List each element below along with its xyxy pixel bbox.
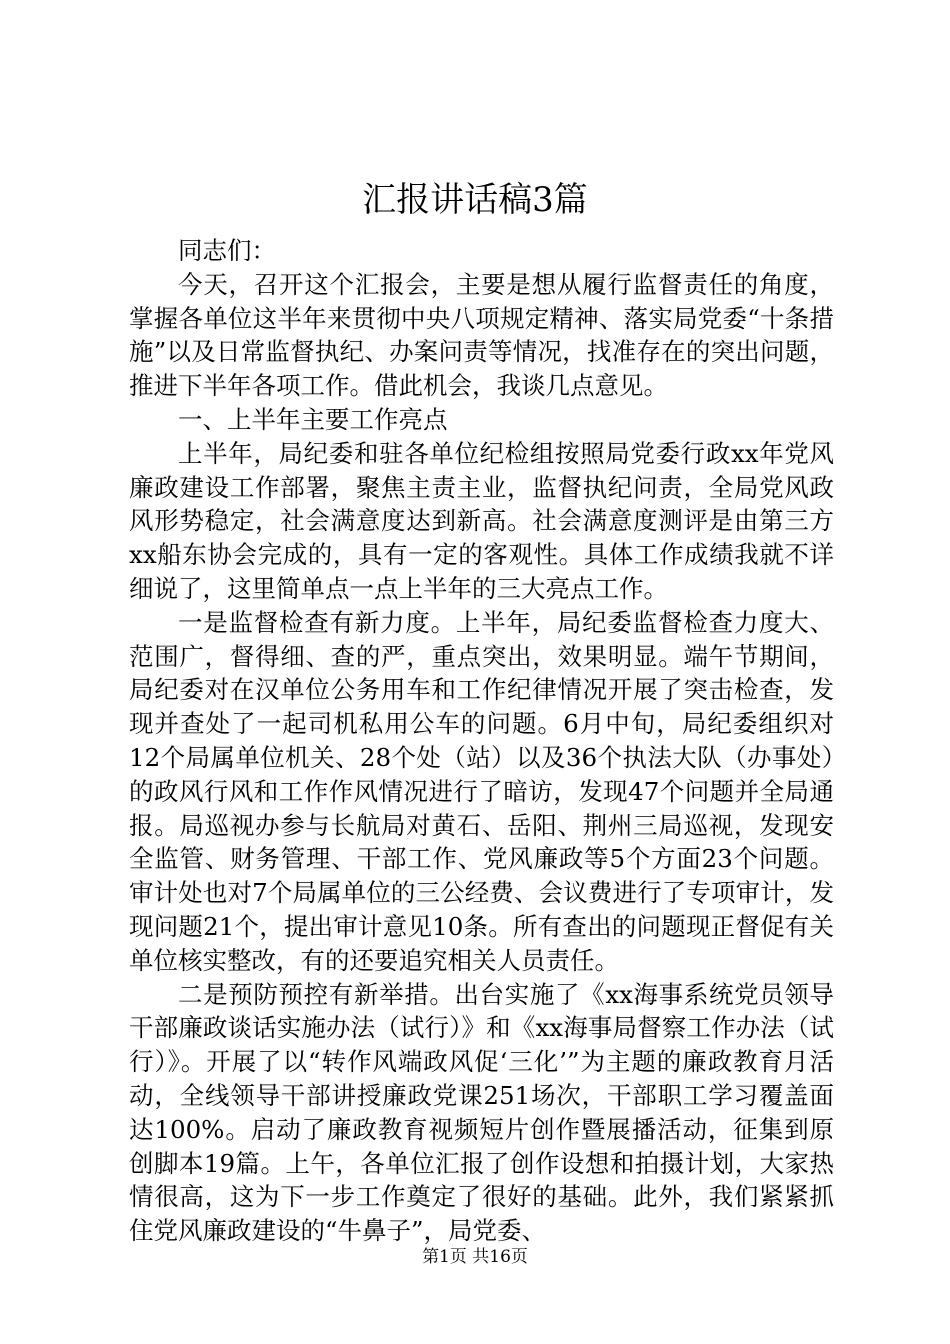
document-title: 汇报讲话稿3篇 [362, 180, 588, 220]
paragraph: 二是预防预控有新举措。出台实施了《xx海事系统党员领导干部廉政谈话实施办法（试行）》和《xx海事局督察工作办法（试行）》。开展了以“转作风端政风促‘三化’”为主题的廉政教育月活动，全线领导干部讲授廉政党课251场次，干部职工学习覆盖面达100%。启动了廉政教育视频短片创作暨展播活动，征集到原创脚本19篇。上午，各单位汇报了创作设想和拍摄计划，大家热情很高，这为下一步工作奠定了很好的基础。此外，我们紧紧抓住党风廉政建设的“牛鼻子”，局党委、 [129, 979, 834, 1246]
document-body [129, 234, 834, 1248]
salutation: 同志们： [178, 236, 276, 265]
page-footer: 第1页 共16页 [422, 1247, 528, 1267]
paragraph: 今天，召开这个汇报会，主要是想从履行监督责任的角度，掌握各单位这半年来贯彻中央八项规定精神、落实局党委“十条措施”以及日常监督执纪、办案问责等情况，找准存在的突出问题，推进下半年各项工作。借此机会，我谈几点意见。 [129, 269, 834, 401]
paragraph: 一是监督检查有新力度。上半年，局纪委监督检查力度大、范围广，督得细、查的严，重点突出，效果明显。端午节期间，局纪委对在汉单位公务用车和工作纪律情况开展了突击检查，发现并查处了一起司机私用公车的问题。6月中旬，局纪委组织对12个局属单位机关、28个处（站）以及36个执法大队（办事处）的政风行风和工作作风情况进行了暗访，发现47个问题并全局通报。局巡视办参与长航局对黄石、岳阳、荆州三局巡视，发现安全监管、财务管理、干部工作、党风廉政等5个方面23个问题。审计处也对7个局属单位的三公经费、会议费进行了专项审计，发现问题21个，提出审计意见10条。所有查出的问题现正督促有关单位核实整改，有的还要追究相关人员责任。 [129, 607, 834, 975]
paragraph: 上半年，局纪委和驻各单位纪检组按照局党委行政xx年党风廉政建设工作部署，聚焦主责主业，监督执纪问责，全局党风政风形势稳定，社会满意度达到新高。社会满意度测评是由第三方xx船东协会完成的，具有一定的客观性。具体工作成绩我就不详细说了，这里简单点一点上半年的三大亮点工作。 [129, 438, 834, 603]
section-heading: 一、上半年主要工作亮点 [178, 404, 448, 434]
